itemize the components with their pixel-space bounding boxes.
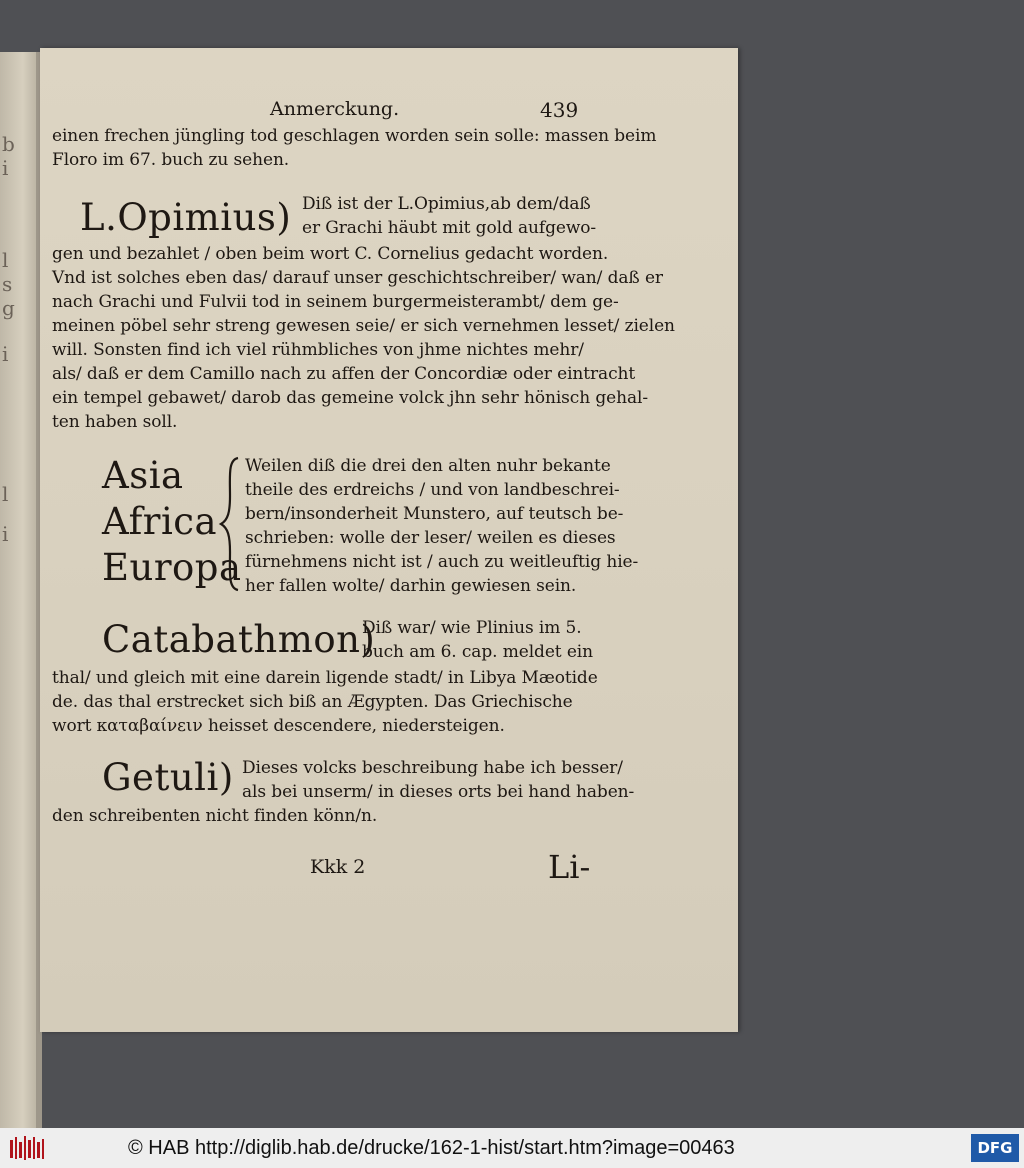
text-line: gen und bezahlet / oben beim wort C. Cornelius gedacht worden. [52, 244, 609, 264]
page-number: 439 [540, 98, 579, 122]
text-line: ein tempel gebawet/ darob das gemeine volck jhn sehr hönisch gehal- [52, 388, 648, 408]
section-heading-getuli: Getuli) [102, 756, 234, 799]
text-line: Diß war/ wie Plinius im 5. [362, 618, 582, 638]
signature-mark: Kkk 2 [310, 856, 366, 878]
section-heading-opimius: L.Opimius) [80, 196, 292, 239]
text-line: ten haben soll. [52, 412, 178, 432]
hab-logo-icon [8, 1134, 46, 1162]
text-line: schrieben: wolle der leser/ weilen es dieses [245, 528, 616, 548]
text-line: buch am 6. cap. meldet ein [362, 642, 593, 662]
text-line: als bei unserm/ in dieses orts bei hand haben- [242, 782, 635, 802]
text-line: theile des erdreichs / und von landbeschrei- [245, 480, 620, 500]
text-line: thal/ und gleich mit eine darein ligende stadt/ in Libya Mæotide [52, 668, 598, 688]
text-line: Weilen diß die drei den alten nuhr bekante [245, 456, 611, 476]
text-line: fürnehmens nicht ist / auch zu weitleuftig hie- [245, 552, 639, 572]
text-line: Dieses volcks beschreibung habe ich besser/ [242, 758, 623, 778]
curly-brace [218, 456, 244, 592]
copyright-link[interactable]: © HAB http://diglib.hab.de/drucke/162-1-hist/start.htm?image=00463 [128, 1137, 735, 1159]
text-line: de. das thal erstrecket sich biß an Ægypten. Das Griechische [52, 692, 573, 712]
text-line: meinen pöbel sehr streng gewesen seie/ er sich vernehmen lesset/ zielen [52, 316, 675, 336]
catchword: Li- [548, 848, 591, 886]
book-page [40, 48, 738, 1032]
text-line: bern/insonderheit Munstero, auf teutsch be- [245, 504, 624, 524]
section-heading-catabathmon: Catabathmon) [102, 618, 376, 661]
text-line: er Grachi häubt mit gold aufgewo- [302, 218, 597, 238]
text-line: her fallen wolte/ darhin gewiesen sein. [245, 576, 577, 596]
text-line: den schreibenten nicht finden könn/n. [52, 806, 378, 826]
text-line: einen frechen jüngling tod geschlagen worden sein solle: massen beim [52, 126, 657, 146]
continent-europa: Europa [102, 546, 242, 589]
continent-asia: Asia [102, 454, 184, 497]
text-line: als/ daß er dem Camillo nach zu affen der Concordiæ oder eintracht [52, 364, 636, 384]
previous-page-edge: b i l s g i l i [0, 52, 38, 1128]
text-line: nach Grachi und Fulvii tod in seinem burgermeisterambt/ dem ge- [52, 292, 619, 312]
continent-africa: Africa [102, 500, 218, 543]
text-line: Floro im 67. buch zu sehen. [52, 150, 290, 170]
text-line: Vnd ist solches eben das/ darauf unser geschichtschreiber/ wan/ daß er [52, 268, 663, 288]
text-line: Diß ist der L.Opimius,ab dem/daß [302, 194, 591, 214]
running-head: Anmerckung. [270, 98, 400, 120]
footer-bar [0, 1128, 1024, 1168]
text-line: wort καταβαίνειν heisset descendere, niedersteigen. [52, 716, 505, 736]
text-line: will. Sonsten find ich viel rühmbliches von jhme nichtes mehr/ [52, 340, 584, 360]
dfg-logo: DFG [971, 1134, 1019, 1162]
